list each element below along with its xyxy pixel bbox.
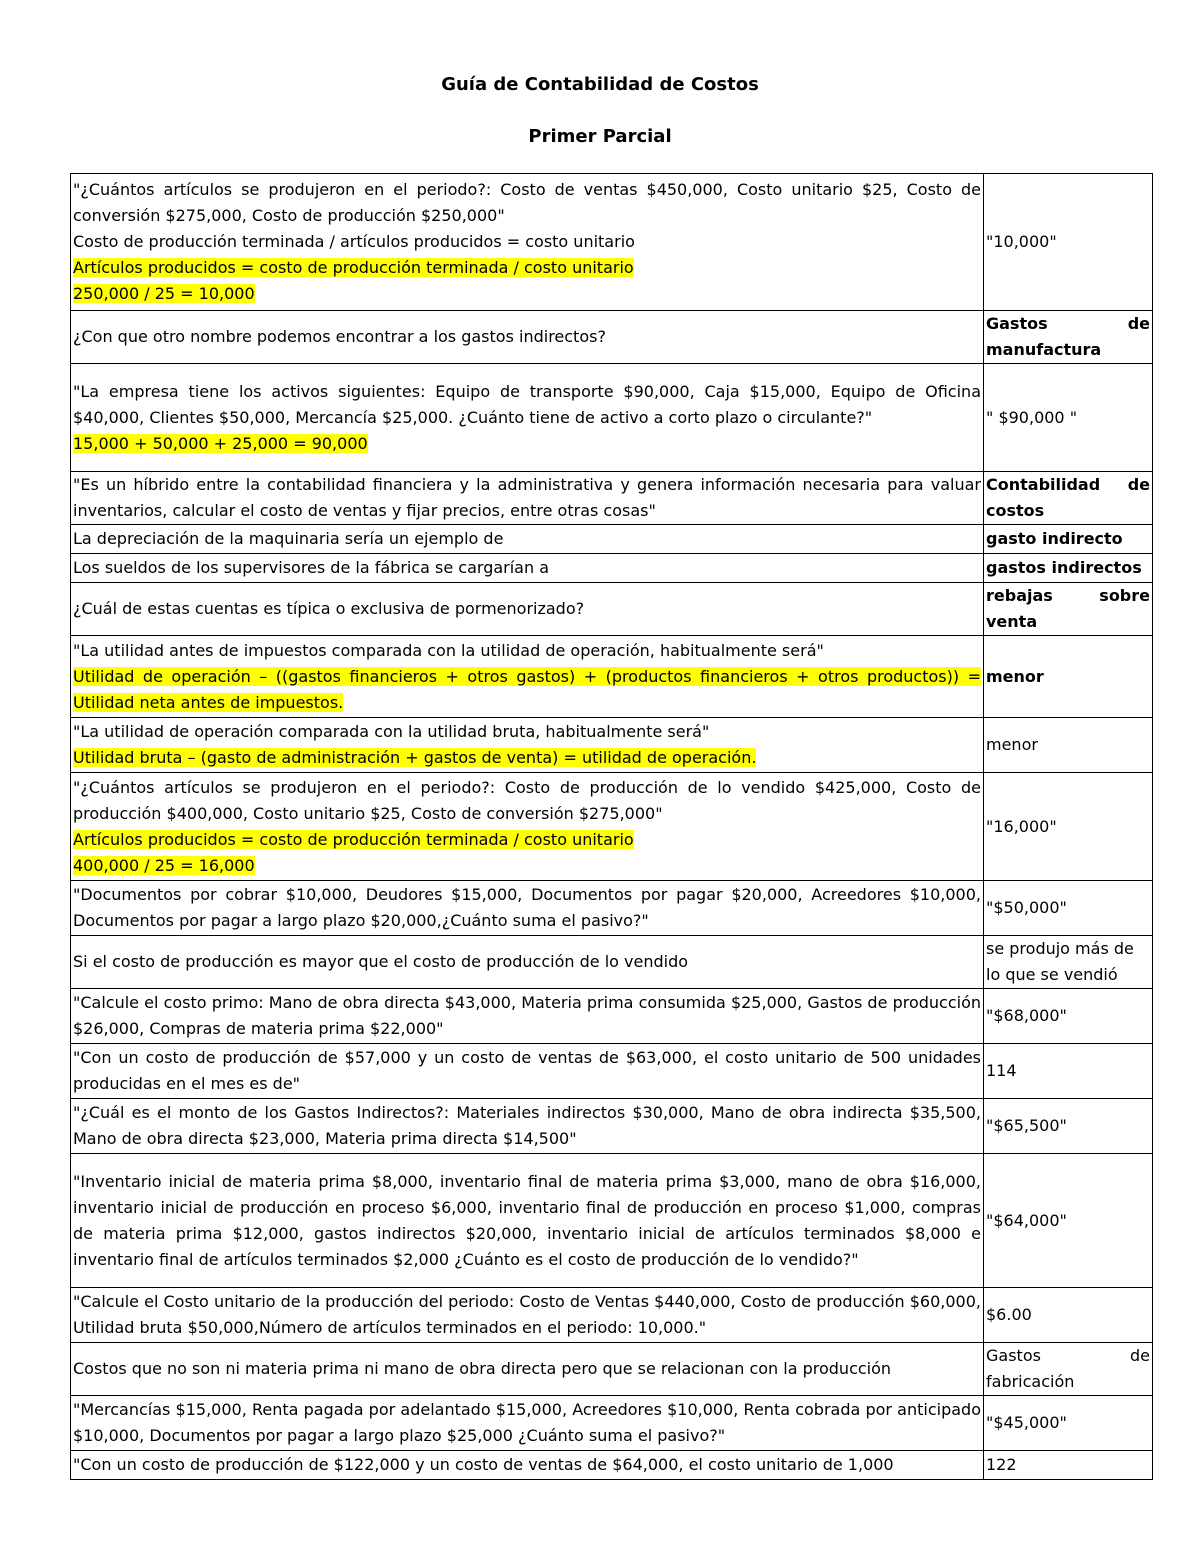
answer-cell: "$45,000": [984, 1396, 1153, 1451]
question-text: "Es un híbrido entre la contabilidad financiera y la administrativa y genera información necesaria para valuar inventarios, calcular el costo de ventas y fijar precios, entre otras cosas": [73, 475, 981, 520]
answer-cell: "$68,000": [984, 989, 1153, 1044]
answer-cell: rebajas sobre venta: [984, 583, 1153, 636]
document-subtitle: Primer Parcial: [528, 126, 672, 147]
question-cell: [71, 989, 984, 1044]
question-text: "Calcule el costo primo: Mano de obra directa $43,000, Materia prima consumida $25,000, Gastos de producción $26,000, Compras de materia prima $22,000": [73, 993, 981, 1038]
answer-cell: 114: [984, 1044, 1153, 1099]
table-row: [71, 174, 1153, 311]
table-row: [71, 554, 1153, 583]
question-cell: [71, 525, 984, 554]
table-row: [71, 989, 1153, 1044]
question-text: "Con un costo de producción de $122,000 y un costo de ventas de $64,000, el costo unitario de 1,000: [73, 1455, 894, 1474]
answer-cell: menor: [984, 636, 1153, 718]
question-cell: [71, 636, 984, 718]
question-cell: [71, 881, 984, 936]
question-text: "¿Cuál es el monto de los Gastos Indirectos?: Materiales indirectos $30,000, Mano de obra indirecta $35,500, Mano de obra directa $23,000, Materia prima directa $14,500": [73, 1103, 981, 1148]
answer-cell: "$50,000": [984, 881, 1153, 936]
question-text: ¿Con que otro nombre podemos encontrar a los gastos indirectos?: [73, 327, 606, 346]
table-row: [71, 364, 1153, 472]
question-text: "Inventario inicial de materia prima $8,000, inventario final de materia prima $3,000, mano de obra $16,000, inventario inicial de producción en proceso $6,000, inventario final de producción en proceso $1,000, compras de materia prima $12,000, gastos indirectos $20,000, inventario inicial de artículos terminados $8,000 e inventario final de artículos terminados $2,000 ¿Cuánto es el costo de producción de lo vendido?": [73, 1171, 981, 1269]
highlighted-solution: Utilidad bruta – (gasto de administración + gastos de venta) = utilidad de operación.: [73, 748, 757, 767]
questions-table-body: [71, 174, 1153, 1480]
highlighted-solution: Artículos producidos = costo de producción terminada / costo unitario: [73, 258, 634, 277]
question-cell: [71, 472, 984, 525]
question-text: "¿Cuántos artículos se produjeron en el periodo?: Costo de ventas $450,000, Costo unitario $25, Costo de conversión $275,000, Costo de producción $250,000": [73, 180, 981, 225]
answer-cell: "10,000": [984, 174, 1153, 311]
question-text: "¿Cuántos artículos se produjeron en el periodo?: Costo de producción de lo vendido $425,000, Costo de producción $400,000, Costo unitario $25, Costo de conversión $275,000": [73, 777, 981, 823]
question-cell: [71, 936, 984, 989]
table-row: [71, 1099, 1153, 1154]
question-text: "Documentos por cobrar $10,000, Deudores $15,000, Documentos por pagar $20,000, Acreedores $10,000, Documentos por pagar a largo plazo $20,000,¿Cuánto suma el pasivo?": [73, 885, 981, 930]
answer-cell: Gastos de fabricación: [984, 1343, 1153, 1396]
question-cell: [71, 773, 984, 881]
question-cell: [71, 1288, 984, 1343]
question-text: Si el costo de producción es mayor que el costo de producción de lo vendido: [73, 952, 689, 971]
answer-cell: 122: [984, 1451, 1153, 1480]
question-cell: [71, 1044, 984, 1099]
question-text: "Mercancías $15,000, Renta pagada por adelantado $15,000, Acreedores $10,000, Renta cobrada por anticipado $10,000, Documentos por pagar a largo plazo $25,000 ¿Cuánto suma el pasivo?": [73, 1400, 981, 1445]
question-text: "Calcule el Costo unitario de la producción del periodo: Costo de Ventas $440,000, Costo de producción $60,000, Utilidad bruta $50,000,Número de artículos terminados en el periodo: 10,000.": [73, 1292, 981, 1337]
table-row: [71, 718, 1153, 773]
answer-cell: $6.00: [984, 1288, 1153, 1343]
question-cell: [71, 554, 984, 583]
question-text: "La utilidad de operación comparada con la utilidad bruta, habitualmente será": [73, 722, 710, 741]
table-row: [71, 773, 1153, 881]
document-title: Guía de Contabilidad de Costos: [441, 74, 759, 95]
answer-cell: gastos indirectos: [984, 554, 1153, 583]
table-row: [71, 1396, 1153, 1451]
question-cell: [71, 1154, 984, 1288]
table-row: [71, 636, 1153, 718]
table-row: [71, 472, 1153, 525]
answer-cell: "16,000": [984, 773, 1153, 881]
question-cell: [71, 1099, 984, 1154]
answer-cell: " $90,000 ": [984, 364, 1153, 472]
answer-cell: se produjo más de lo que se vendió: [984, 936, 1153, 989]
table-row: [71, 936, 1153, 989]
question-cell: [71, 1396, 984, 1451]
answer-cell: Contabilidad de costos: [984, 472, 1153, 525]
question-text: Los sueldos de los supervisores de la fábrica se cargarían a: [73, 558, 550, 577]
question-cell: [71, 1451, 984, 1480]
answer-cell: gasto indirecto: [984, 525, 1153, 554]
answer-cell: menor: [984, 718, 1153, 773]
question-cell: [71, 311, 984, 364]
table-row: [71, 583, 1153, 636]
question-text: "Con un costo de producción de $57,000 y un costo de ventas de $63,000, el costo unitario de 500 unidades producidas en el mes es de": [73, 1048, 981, 1093]
table-row: [71, 311, 1153, 364]
question-cell: [71, 1343, 984, 1396]
table-row: [71, 525, 1153, 554]
question-cell: [71, 583, 984, 636]
table-row: [71, 1451, 1153, 1480]
question-cell: [71, 718, 984, 773]
highlighted-solution: 250,000 / 25 = 10,000: [73, 284, 255, 303]
highlighted-solution: Artículos producidos = costo de producción terminada / costo unitario: [73, 829, 634, 849]
question-text: La depreciación de la maquinaria sería un ejemplo de: [73, 529, 504, 548]
table-row: [71, 1044, 1153, 1099]
highlighted-solution: 400,000 / 25 = 16,000: [73, 855, 255, 875]
question-text: "La empresa tiene los activos siguientes: Equipo de transporte $90,000, Caja $15,000, Equipo de Oficina $40,000, Clientes $50,000, Mercancía $25,000. ¿Cuánto tiene de activo a corto plazo o circulante?": [73, 381, 981, 427]
question-text: Costos que no son ni materia prima ni mano de obra directa pero que se relacionan con la producción: [73, 1359, 892, 1378]
table-row: [71, 1154, 1153, 1288]
question-cell: [71, 364, 984, 472]
questions-table: [70, 173, 1153, 1480]
question-text: ¿Cuál de estas cuentas es típica o exclusiva de pormenorizado?: [73, 599, 585, 618]
question-text: Costo de producción terminada / artículos producidos = costo unitario: [73, 232, 635, 251]
answer-cell: "$64,000": [984, 1154, 1153, 1288]
table-row: [71, 881, 1153, 936]
table-row: [71, 1288, 1153, 1343]
highlighted-solution: Utilidad de operación – ((gastos financieros + otros gastos) + (productos financieros + otros productos)) = Utilidad neta antes de impuestos.: [73, 666, 981, 712]
answer-cell: Gastos de manufactura: [984, 311, 1153, 364]
highlighted-solution: 15,000 + 50,000 + 25,000 = 90,000: [73, 433, 368, 453]
table-row: [71, 1343, 1153, 1396]
question-cell: [71, 174, 984, 311]
answer-cell: "$65,500": [984, 1099, 1153, 1154]
question-text: "La utilidad antes de impuestos comparada con la utilidad de operación, habitualmente será": [73, 640, 824, 660]
